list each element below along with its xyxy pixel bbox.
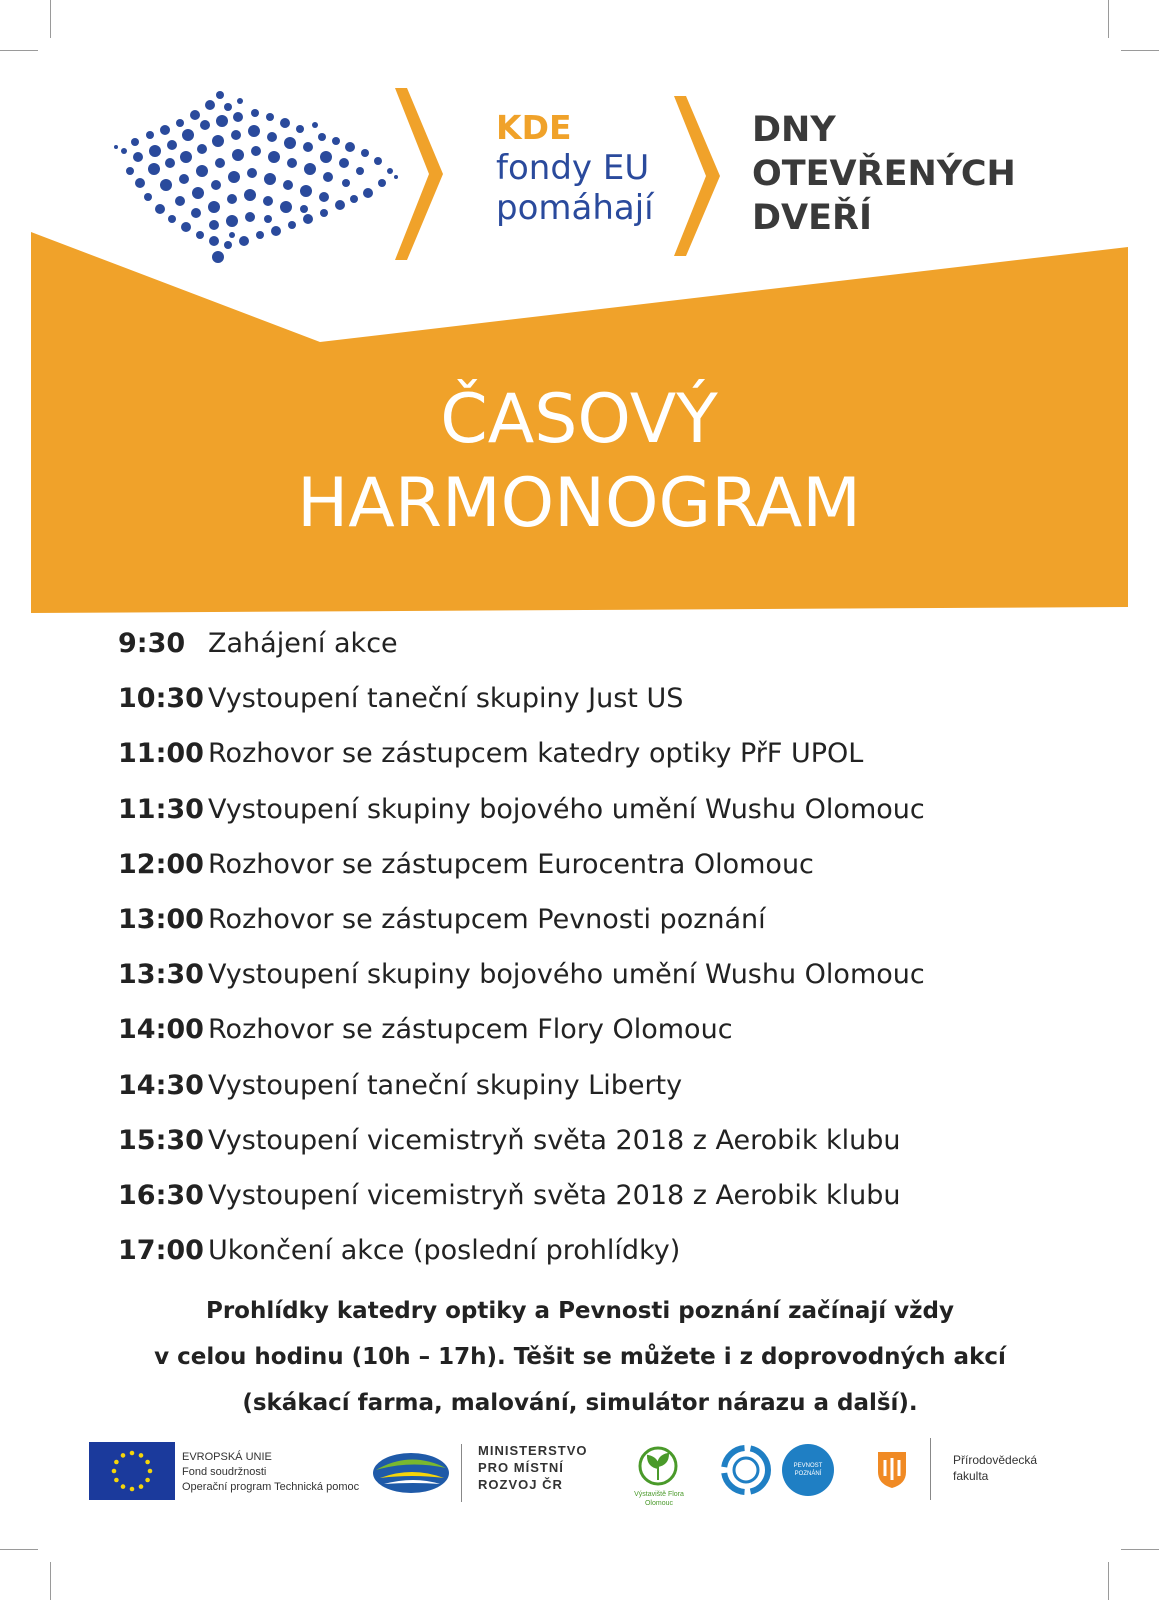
flora-line-1: Výstaviště Flora [634,1491,684,1498]
title-line-1: ČASOVÝ [440,380,718,459]
schedule-time: 15:30 [118,1124,204,1156]
schedule-text: Vystoupení taneční skupiny Just US [208,683,684,715]
slogan-line-2: fondy EU [496,148,650,188]
czech-map-logo [110,85,410,270]
optics-ring-icon [720,1444,772,1496]
schedule-row [118,628,925,683]
schedule-text: Vystoupení vicemistryň světa 2018 z Aerobik klubu [208,1124,901,1156]
note-line-2: v celou hodinu (10h – 17h). Těšit se můžete i z doprovodných akcí [154,1344,1006,1370]
schedule-text: Rozhovor se zástupcem Flory Olomouc [208,1014,733,1046]
schedule-time: 14:30 [118,1069,204,1101]
schedule-text: Rozhovor se zástupcem Pevnosti poznání [208,903,766,935]
schedule-row [118,1070,925,1125]
mmr-text [478,1442,588,1493]
eu-line-3: Operační program Technická pomoc [182,1481,360,1493]
schedule-text: Ukončení akce (poslední prohlídky) [208,1235,681,1267]
schedule-time: 16:30 [118,1179,204,1211]
prf-text [953,1452,1037,1484]
chevron-icon [674,96,724,256]
prf-line-1: Přírodovědecká [953,1453,1038,1467]
prf-line-2: fakulta [953,1469,989,1483]
schedule-row [118,1014,925,1069]
schedule-row [118,738,925,793]
schedule-time: 14:00 [118,1014,204,1046]
schedule-time: 13:00 [118,903,204,935]
crop-mark [50,1562,51,1600]
crop-mark [0,1549,38,1550]
schedule-time: 12:00 [118,848,204,880]
schedule-text: Vystoupení vicemistryň světa 2018 z Aerobik klubu [208,1179,901,1211]
schedule-row [118,1235,925,1290]
upol-shield-icon [876,1450,908,1490]
schedule-row [118,904,925,959]
chevron-icon [395,88,445,260]
schedule-list [118,628,925,1290]
divider [930,1438,931,1500]
flora-text [624,1490,694,1508]
schedule-text: Rozhovor se zástupcem katedry optiky PřF UPOL [208,738,864,770]
footer-logos [0,1438,1159,1518]
schedule-row [118,1125,925,1180]
schedule-text: Vystoupení skupiny bojového umění Wushu Olomouc [208,959,925,991]
schedule-row [118,959,925,1014]
event-line-3: DVEŘÍ [752,198,873,238]
eu-flag-icon [89,1442,175,1500]
crop-mark [1121,1549,1159,1550]
schedule-row [118,683,925,738]
schedule-time: 17:00 [118,1235,204,1267]
schedule-text: Rozhovor se zástupcem Eurocentra Olomouc [208,848,814,880]
note-line-1: Prohlídky katedry optiky a Pevnosti poznání začínají vždy [205,1298,955,1324]
mmr-line-2: PRO MÍSTNÍ [478,1460,564,1475]
divider [461,1444,462,1502]
schedule-time: 10:30 [118,683,204,715]
mmr-line-3: ROZVOJ ČR [478,1477,563,1492]
schedule-time: 11:30 [118,793,204,825]
crop-mark [1108,1562,1109,1600]
slogan-text [496,148,654,228]
note-line-3: (skákací farma, malování, simulátor nárazu a další). [242,1390,918,1416]
flora-line-2: Olomouc [644,1500,673,1507]
eu-line-2: Fond soudržnosti [182,1466,267,1478]
mmr-line-1: MINISTERSTVO [478,1443,588,1458]
pevnost-line-2: POZNÁNÍ [794,1471,822,1477]
flora-leaf-icon [638,1446,678,1488]
pevnost-line-1: PEVNOST [793,1463,823,1469]
pevnost-logo [782,1444,834,1496]
eu-text [182,1450,359,1495]
schedule-time: 11:00 [118,738,204,770]
schedule-time: 13:30 [118,959,204,991]
eu-line-1: EVROPSKÁ UNIE [182,1451,272,1463]
schedule-row [118,1180,925,1235]
slogan-kde: KDE [496,108,572,147]
mmr-logo-icon [370,1448,452,1498]
schedule-time: 9:30 [118,628,186,659]
event-name [752,108,1016,240]
schedule-row [118,794,925,849]
tour-note [60,1288,1100,1426]
schedule-text: Zahájení akce [208,628,398,659]
title-line-2: HARMONOGRAM [297,464,861,543]
page-title [30,378,1128,546]
schedule-text: Vystoupení taneční skupiny Liberty [208,1069,683,1101]
event-line-2: OTEVŘENÝCH [752,154,1016,194]
slogan-line-3: pomáhají [496,188,654,228]
event-line-1: DNY [752,110,836,150]
schedule-text: Vystoupení skupiny bojového umění Wushu Olomouc [208,793,925,825]
schedule-row [118,849,925,904]
